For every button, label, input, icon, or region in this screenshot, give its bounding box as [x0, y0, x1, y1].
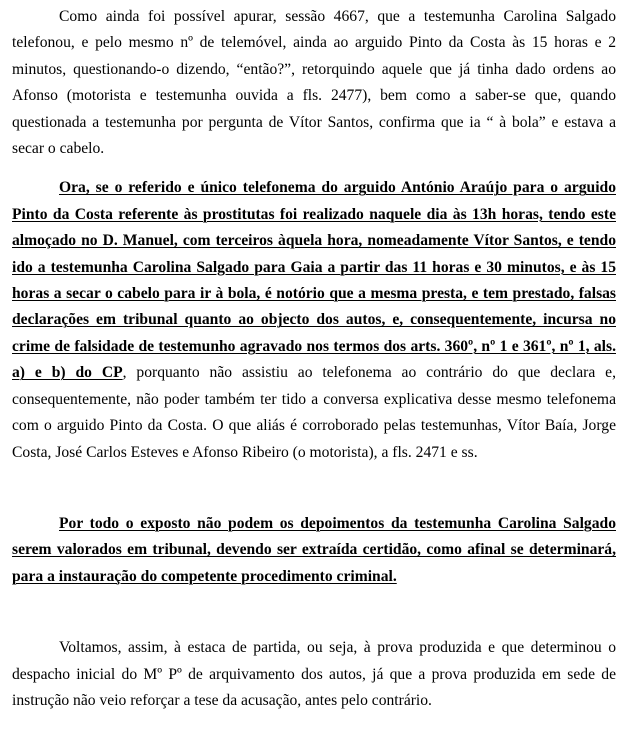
paragraph-testimony-phone-call — [12, 0, 616, 162]
paragraph-1-text: Como ainda foi possível apurar, sessão 4667, que a testemunha Carolina Salgado telefonou, e pelo mesmo nº de telemóvel, ainda ao arguido Pinto da Costa às 15 horas e 2 minutos, questionando-o dizendo, “então?”, retorquindo aquele que já tinha dado ordens ao Afonso (motorista e testemunha ouvida a fls. 2477), bem como a saber-se que, quando questionada a testemunha por pergunta de Vítor Santos, confirma que ia “ à bola” e estava a secar o cabelo. — [12, 8, 616, 158]
paragraph-4-text: Voltamos, assim, à estaca de partida, ou seja, à prova produzida e que determinou o despacho inicial do Mº Pº de arquivamento dos autos, já que a prova produzida em sede de instrução não veio reforçar a tese da acusação, antes pelo contrário. — [12, 639, 616, 709]
paragraph-3-emphasis: Por todo o exposto não podem os depoimentos da testemunha Carolina Salgado serem valorados em tribunal, devendo ser extraída certidão, como afinal se determinará, para a instauração do competente procedimento criminal. — [12, 514, 616, 585]
paragraph-2-emphasis: Ora, se o referido e único telefonema do arguido António Araújo para o arguido Pinto da Costa referente às prostitutas foi realizado naquele dia às 13h horas, tendo este almoçado no D. Manuel, com terceiros àquela hora, nomeadamente Vítor Santos, e tendo ido a testemunha Carolina Salgado para Gaia a partir das 11 horas e 30 minutos, e às 15 horas a secar o cabelo para ir à bola, é notório que a mesma presta, e tem prestado, falsas declarações em tribunal quanto ao objecto dos autos, e, consequentemente, incursa no crime de falsidade de testemunho agravado nos termos dos arts. 360º, nº 1 e 361º, nº 1, als. a) e b) do CP — [12, 179, 616, 382]
paragraph-false-testimony — [12, 175, 616, 465]
paragraph-back-to-start — [12, 635, 616, 714]
paragraph-conclusion-certificate — [12, 511, 616, 590]
paragraph-2-text: , porquanto não assistiu ao telefonema ao contrário do que declara e, consequentemente, não poder também ter tido a conversa explicativa desse mesmo telefonema com o arguido Pinto da Costa. O que aliás é corroborado pelas testemunhas, Vítor Baía, Jorge Costa, José Carlos Esteves e Afonso Ribeiro (o motorista), a fls. 2471 e ss. — [12, 364, 616, 461]
